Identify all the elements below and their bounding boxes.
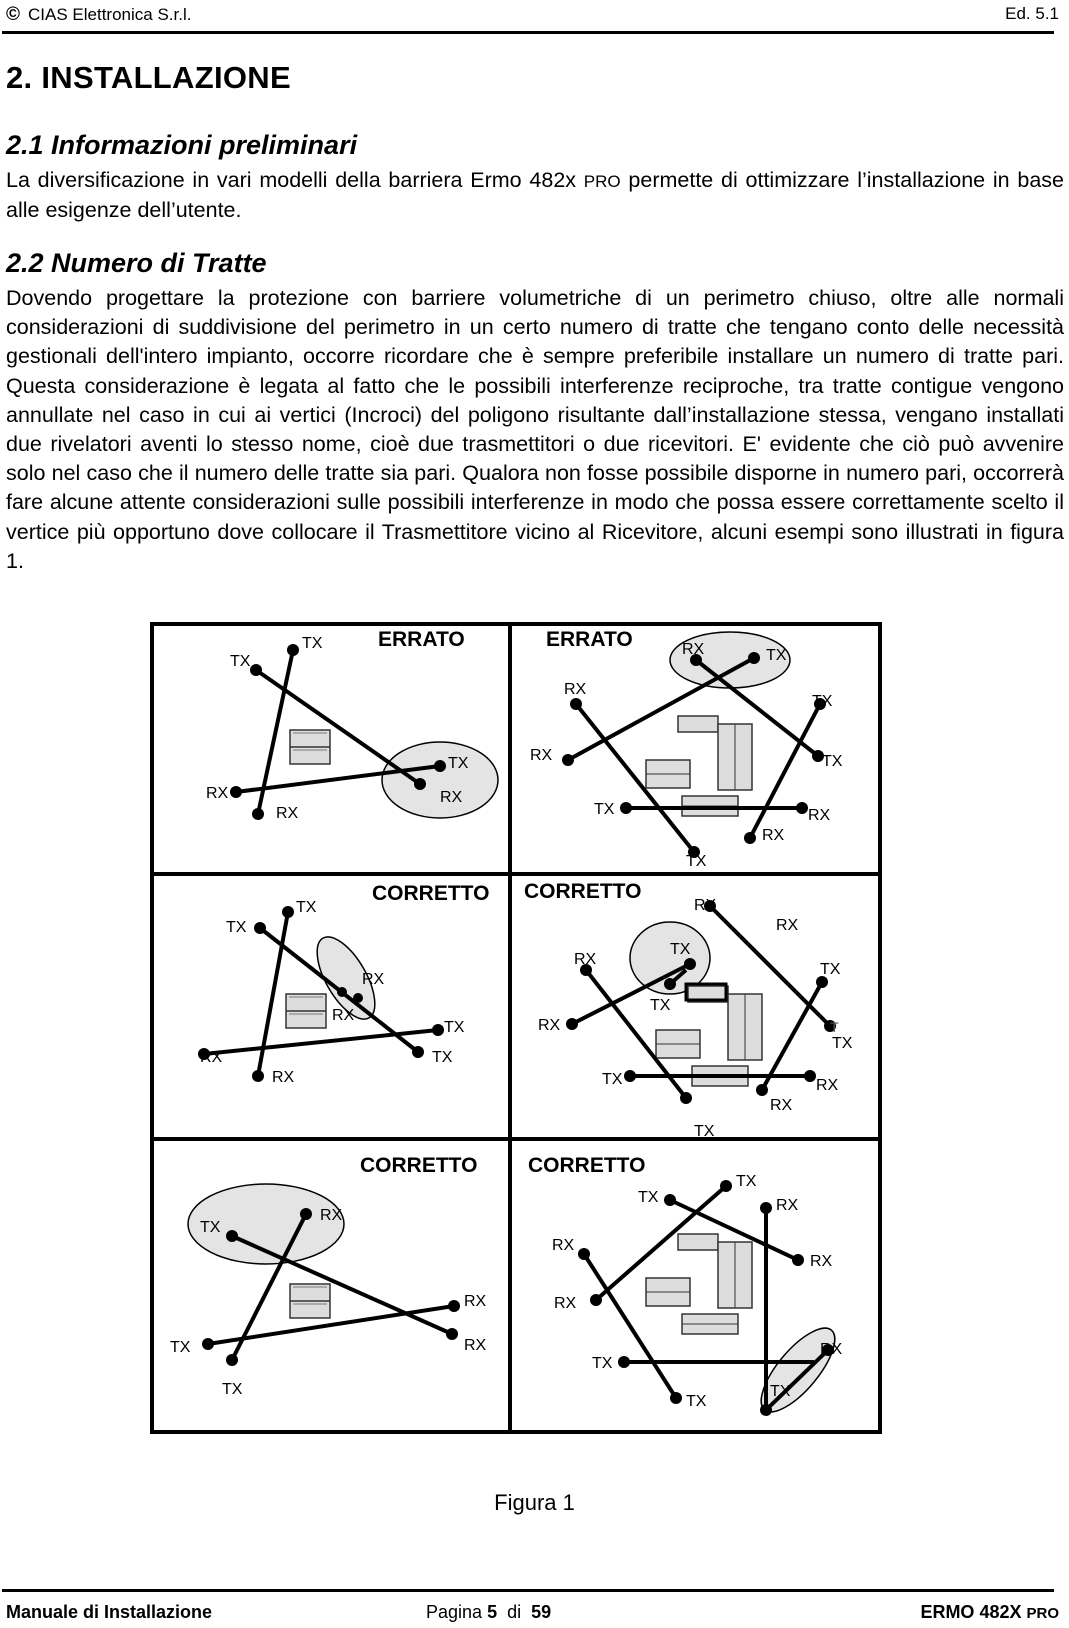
p6-rx5: RX — [820, 1341, 843, 1358]
p2-tx3: TX — [822, 753, 843, 770]
footer-manual-title: Manuale di Installazione — [6, 1602, 213, 1622]
p1-tx2: TX — [230, 653, 251, 670]
p6-rx3: RX — [810, 1253, 833, 1270]
p6-tx2: TX — [736, 1173, 757, 1190]
p5-tx1: TX — [200, 1219, 221, 1236]
p4-rx1: RX — [694, 897, 717, 914]
para1-text-a: La diversificazione in vari modelli della barriera Ermo 482x — [6, 168, 584, 192]
panel-5-label: CORRETTO — [360, 1154, 478, 1177]
footer-page-word: Pagina — [426, 1602, 488, 1622]
paragraph-preliminari — [6, 166, 1064, 225]
p4-tx1: TX — [670, 941, 691, 958]
p4-tx6: TX — [694, 1123, 715, 1140]
p4-t-mark: T — [830, 1019, 839, 1035]
page-header — [6, 4, 1059, 28]
p5-rx3: RX — [464, 1337, 487, 1354]
p4-rx3: RX — [574, 951, 597, 968]
para1-text-b: permette di ottimizzare l’installazione in base alle esigenze dell’utente. — [6, 168, 1064, 223]
para1-pro: PRO — [583, 172, 621, 191]
panel-3-label: CORRETTO — [372, 882, 490, 905]
panel-2-label: ERRATO — [546, 628, 633, 651]
footer-product-pro: PRO — [1026, 1605, 1059, 1622]
p2-tx2: TX — [812, 693, 833, 710]
p1-tx3: TX — [448, 755, 469, 772]
footer-rule — [2, 1589, 1054, 1592]
figure-1-diagram — [148, 620, 918, 1490]
p1-rx2: RX — [206, 785, 229, 802]
section-title: 2. INSTALLAZIONE — [6, 60, 291, 95]
p2-tx5: TX — [686, 853, 707, 870]
p3-tx1: TX — [296, 899, 317, 916]
p5-tx3: TX — [222, 1381, 243, 1398]
header-edition: Ed. 5.1 — [1005, 4, 1059, 23]
p6-tx3: TX — [592, 1355, 613, 1372]
p3-rx4: RX — [272, 1069, 295, 1086]
p5-tx2: TX — [170, 1339, 191, 1356]
p1-rx1: RX — [440, 789, 463, 806]
header-company: CIAS Elettronica S.r.l. — [28, 5, 192, 24]
figure-frame — [152, 624, 880, 1432]
subsection-title-tratte: 2.2 Numero di Tratte — [6, 248, 267, 278]
p3-rx1: RX — [362, 971, 385, 988]
p5-rx1: RX — [320, 1207, 343, 1224]
panel-4-corretto — [524, 880, 853, 1140]
p4-tx4: TX — [832, 1035, 853, 1052]
panel-5-corretto — [170, 1154, 487, 1398]
figure-caption: Figura 1 — [494, 1490, 575, 1515]
p2-rx3: RX — [530, 747, 553, 764]
p2-tx4: TX — [594, 801, 615, 818]
footer-product — [920, 1602, 1059, 1623]
p2-rx4: RX — [808, 807, 831, 824]
panel-2-errato — [530, 628, 843, 870]
panel-6-corretto — [528, 1154, 847, 1423]
p6-tx1: TX — [638, 1189, 659, 1206]
p4-rx2: RX — [776, 917, 799, 934]
header-rule — [2, 31, 1054, 34]
p6-tx4: TX — [770, 1383, 791, 1400]
p2-tx1: TX — [766, 647, 787, 664]
panel-1-label: ERRATO — [378, 628, 465, 651]
panel-1-errato — [206, 628, 498, 822]
paragraph-tratte: Dovendo progettare la protezione con barriere volumetriche di un perimetro chiuso, oltre alle normali considerazioni di suddivisione del perimetro in un certo numero di tratte che tengano conto delle necessità gestionali dell'intero impianto, occorre ricordare che è sempre preferibile installare un numero di tratte pari. Questa considerazione è legata al fatto che le possibili interferenze reciproche, tra tratte contigue vengono annullate nel caso in cui ai vertici (Incroci) del poligono risultante dall’installazione stessa, vengano installati due rivelatori aventi lo stesso nome, cioè due trasmettitori o due ricevitori. E' evidente che ciò può avvenire solo nel caso che il numero delle tratte sia pari. Qualora non fosse possibile disporne in numero pari, occorrerà fare alcune attente considerazioni sulle possibili interferenze in modo che possa essere correttamente scelto il vertice più opportuno dove collocare il Trasmettitore vicino al Ricevitore, alcuni esempi sono illustrati in figura 1. — [6, 286, 1064, 573]
footer-product-name: ERMO 482X — [920, 1602, 1027, 1622]
subsection-title-preliminari: 2.1 Informazioni preliminari — [6, 130, 358, 160]
p3-rx2: RX — [332, 1007, 355, 1024]
panel-4-label: CORRETTO — [524, 880, 642, 903]
p1-tx1: TX — [302, 635, 323, 652]
p3-tx4: TX — [432, 1049, 453, 1066]
p4-tx2: TX — [820, 961, 841, 978]
footer-current-page: 5 — [487, 1602, 498, 1622]
footer-total-pages: 59 — [531, 1602, 552, 1622]
p2-rx2: RX — [564, 681, 587, 698]
p2-rx5: RX — [762, 827, 785, 844]
footer-page-number — [426, 1602, 551, 1623]
panel-6-label: CORRETTO — [528, 1154, 646, 1177]
p4-tx3: TX — [650, 997, 671, 1014]
footer-of-word: di — [497, 1602, 532, 1622]
p6-rx4: RX — [554, 1295, 577, 1312]
p2-rx1: RX — [682, 641, 705, 658]
p6-rx1: RX — [776, 1197, 799, 1214]
p4-rx4: RX — [538, 1017, 561, 1034]
p6-tx5: TX — [686, 1393, 707, 1410]
p5-rx2: RX — [464, 1293, 487, 1310]
p4-rx5: RX — [816, 1077, 839, 1094]
p3-tx3: TX — [444, 1019, 465, 1036]
p3-tx2: TX — [226, 919, 247, 936]
p6-rx2: RX — [552, 1237, 575, 1254]
copyright-symbol: © — [6, 4, 20, 25]
p4-rx6: RX — [770, 1097, 793, 1114]
p3-rx3: RX — [200, 1049, 223, 1066]
p1-rx3: RX — [276, 805, 299, 822]
header-company-block — [6, 4, 191, 26]
p4-tx5: TX — [602, 1071, 623, 1088]
panel-3-corretto — [198, 882, 489, 1086]
